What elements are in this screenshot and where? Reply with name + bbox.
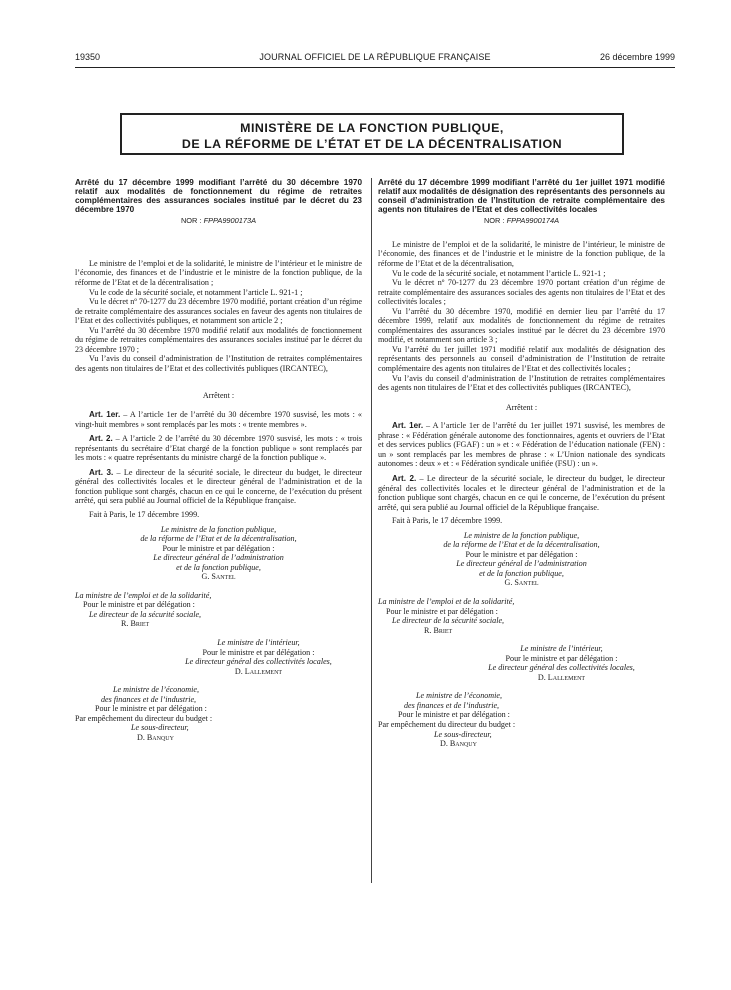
signature-title: et de la fonction publique, (479, 568, 564, 578)
preamble-paragraph: Le ministre de l’emploi et de la solidarité, le ministre de l’intérieur et le ministre de l’économie, des finances et de l’industrie et le ministre de la fonction publique, de la réforme de l’Etat et de la décentralisation ; (75, 258, 362, 288)
article-label: Art. 1er. (89, 410, 121, 420)
preamble-paragraph: Le ministre de l’emploi et de la solidarité, le ministre de l’intérieur, le ministre de l’économie, des finances et de l’industrie et le ministre de la fonction publique, de la réforme de l’Etat et de la décentralisation, (378, 239, 665, 269)
preamble-paragraph: Vu l’arrêté du 30 décembre 1970, modifié en dernier lieu par l’arrêté du 17 décembre 1999, relatif aux modalités de fonctionnement du régime de retraites complémentaires des assurances sociales institué par le décret du 23 décembre 1970 modifié, et notamment son article 3 ; (378, 306, 665, 345)
preamble-paragraph: Vu le code de la sécurité sociale, et notamment l’article L. 921-1 ; (392, 268, 606, 278)
article-label: Art. 1er. (392, 421, 424, 431)
preamble-paragraph: Vu le code de la sécurité sociale, et notamment l’article L. 921-1 ; (89, 287, 303, 297)
page-header (75, 52, 675, 66)
signature-delegation: Pour le ministre et par délégation : (95, 704, 207, 714)
signature-empechement: Par empêchement du directeur du budget : (378, 719, 516, 729)
article-label: Art. 2. (392, 473, 417, 483)
signature-title: La ministre de l’emploi et de la solidarité, (378, 596, 515, 606)
signature-title: Le ministre de la fonction publique, (160, 524, 277, 534)
signature-title: Le ministre de l’économie, (416, 691, 503, 701)
signatory-name: R. Briet (424, 625, 453, 635)
preamble-paragraph: Vu l’avis du conseil d’administration de l’Institution de retraites complémentaires des agents non titulaires de l’Etat et des collectivités publiques (IRCANTEC), (378, 373, 665, 393)
right-column (378, 178, 665, 749)
signature-title: Le directeur général des collectivités locales, (185, 657, 332, 667)
signature-title: Le sous-directeur, (434, 729, 492, 739)
signature-delegation: Pour le ministre et par délégation : (505, 653, 618, 663)
preamble-paragraph: Vu le décret nº 70-1277 du 23 décembre 1970 modifié, portant création d’un régime de retraite complémentaire des assurances sociales en faveur des agents non titulaires de l’Etat et des collectivités publiques, et notamment son article 2 ; (75, 297, 362, 326)
signatory-name: G. Santel (504, 578, 539, 588)
signature-title: Le directeur général de l’administration (456, 559, 587, 569)
arretent-heading: Arrêtent : (505, 402, 538, 412)
issue-date: 26 décembre 1999 (599, 52, 675, 62)
nor-code: FPPA9900174A (506, 216, 560, 226)
signature-title: Le directeur de la sécurité sociale, (392, 616, 505, 626)
signature-title: Le directeur général de l’administration (153, 553, 284, 563)
nor-reference: NOR : FPPA9900173A (180, 216, 257, 226)
nor-code: FPPA9900173A (203, 216, 257, 226)
nor-reference: NOR : FPPA9900174A (483, 216, 560, 226)
ministry-heading-line-2: DE LA RÉFORME DE L’ÉTAT ET DE LA DÉCENTRALISATION (181, 137, 563, 151)
signatory-name: D. Banquy (137, 732, 174, 742)
signature-title: des finances et de l’industrie, (404, 700, 500, 710)
preamble-paragraph: Vu le décret nº 70-1277 du 23 décembre 1970 portant création d’un régime de retraite complémentaire des assurances sociales des agents non titulaires de l’Etat et des collectivités locales ; (378, 278, 665, 307)
signature-title: Le ministre de l’intérieur, (520, 644, 603, 654)
signature-delegation: Pour le ministre et par délégation : (83, 600, 195, 610)
signature-title: Le directeur de la sécurité sociale, (89, 609, 202, 619)
article-label: Art. 2. (89, 434, 113, 444)
article-paragraph: Art. 1er. – A l’article 1er de l’arrêté du 30 décembre 1970 susvisé, les mots : « vingt-huit membres » sont remplacés par les mots : « trente membres ». (75, 410, 362, 429)
article-paragraph: Art. 3. – Le directeur de la sécurité sociale, le directeur du budget, le directeur général des collectivités locales et le directeur général de l’administration et de la fonction publique sont chargés, chacun en ce qui le concerne, de l’exécution du présent arrêté, qui sera publié au Journal officiel de la République française. (75, 467, 362, 506)
arrete-title: Arrêté du 17 décembre 1999 modifiant l’arrêté du 30 décembre 1970 relatif aux modalités de fonctionnement du régime de retraites complémentaires des assurances sociales institué par le décret du 23 décembre 1970 (75, 178, 362, 215)
header-rule (75, 67, 675, 68)
signature-title: et de la fonction publique, (176, 562, 261, 572)
arretent-heading: Arrêtent : (202, 391, 235, 401)
column-divider (371, 178, 372, 883)
left-column (75, 178, 362, 742)
signature-delegation: Pour le ministre et par délégation : (162, 543, 275, 553)
signature-delegation: Pour le ministre et par délégation : (202, 647, 315, 657)
signature-title: de la réforme de l’Etat et de la décentralisation, (443, 540, 600, 550)
fait-a-paris: Fait à Paris, le 17 décembre 1999. (392, 516, 503, 526)
signature-title: Le ministre de la fonction publique, (463, 530, 580, 540)
fait-a-paris: Fait à Paris, le 17 décembre 1999. (89, 509, 200, 519)
signature-title: de la réforme de l’Etat et de la décentralisation, (140, 534, 297, 544)
signature-title: Le directeur général des collectivités locales, (488, 663, 635, 673)
signature-title: La ministre de l’emploi et de la solidarité, (75, 590, 212, 600)
article-label: Art. 3. (89, 467, 114, 477)
signature-delegation: Pour le ministre et par délégation : (398, 710, 510, 720)
article-paragraph: Art. 2. – Le directeur de la sécurité sociale, le directeur du budget, le directeur général des collectivités locales et le directeur général de l’administration et de la fonction publique sont chargés, chacun en ce qui le concerne, de l’exécution du présent arrêté, qui sera publié au Journal officiel de la République française. (378, 473, 665, 512)
preamble-paragraph: Vu l’arrêté du 1er juillet 1971 modifié relatif aux modalités de désignation des représentants des personnels au conseil d’administration de l’Institution de retraite complémentaire des agents non titulaires de l’Etat et des collectivités locales ; (378, 344, 665, 374)
signature-title: Le ministre de l’intérieur, (217, 637, 300, 647)
ministry-heading-box (120, 113, 624, 155)
signatory-name: D. Lallement (537, 672, 586, 682)
signatory-name: R. Briet (121, 619, 150, 629)
ministry-heading-line-1: MINISTÈRE DE LA FONCTION PUBLIQUE, (240, 121, 504, 135)
preamble-paragraph: Vu l’arrêté du 30 décembre 1970 modifié relatif aux modalités de fonctionnement du régime de retraites complémentaires des assurances sociales institué par le décret du 23 décembre 1970 ; (75, 325, 362, 354)
signature-title: des finances et de l’industrie, (101, 694, 197, 704)
signature-title: Le ministre de l’économie, (113, 685, 200, 695)
signature-title: Le sous-directeur, (131, 723, 189, 733)
signature-delegation: Pour le ministre et par délégation : (386, 606, 498, 616)
preamble-paragraph: Vu l’avis du conseil d’administration de l’Institution de retraites complémentaires des agents non titulaires de l’Etat et des collectivités publiques (IRCANTEC), (75, 354, 362, 373)
article-paragraph: Art. 2. – A l’article 2 de l’arrêté du 30 décembre 1970 susvisé, les mots : « trois représentants du secrétaire d’Etat chargé de la fonction publique » sont remplacés par les mots : « quatre représentants du ministre chargé de la fonction publique ». (75, 434, 362, 463)
signature-delegation: Pour le ministre et par délégation : (465, 549, 578, 559)
page-number: 19350 (75, 52, 101, 62)
signatory-name: D. Lallement (234, 666, 283, 676)
journal-title: JOURNAL OFFICIEL DE LA RÉPUBLIQUE FRANÇAISE (259, 52, 491, 62)
article-paragraph: Art. 1er. – A l’article 1er de l’arrêté du 1er juillet 1971 susvisé, les membres de phrase : « Fédération générale autonome des fonctionnaires, agents et ouvriers de l’Etat et des services publics (FGAF) : un » et : « Fédération de l’éducation nationale (FEN) : un » sont remplacés par les membres de phrase : « L’Union nationale des syndicats autonomes : deux » et : « Fédération syndicale unifiée (FSU) : un ». (378, 421, 665, 469)
signatory-name: G. Santel (201, 572, 236, 582)
signatory-name: D. Banquy (440, 739, 477, 749)
signature-empechement: Par empêchement du directeur du budget : (75, 713, 213, 723)
arrete-title: Arrêté du 17 décembre 1999 modifiant l’arrêté du 1er juillet 1971 modifié relatif aux modalités de désignation des représentants des personnels au conseil d’administration de l’Institution de retraite complémentaire des agents non titulaires de l’Etat et des collectivités locales (378, 178, 665, 215)
